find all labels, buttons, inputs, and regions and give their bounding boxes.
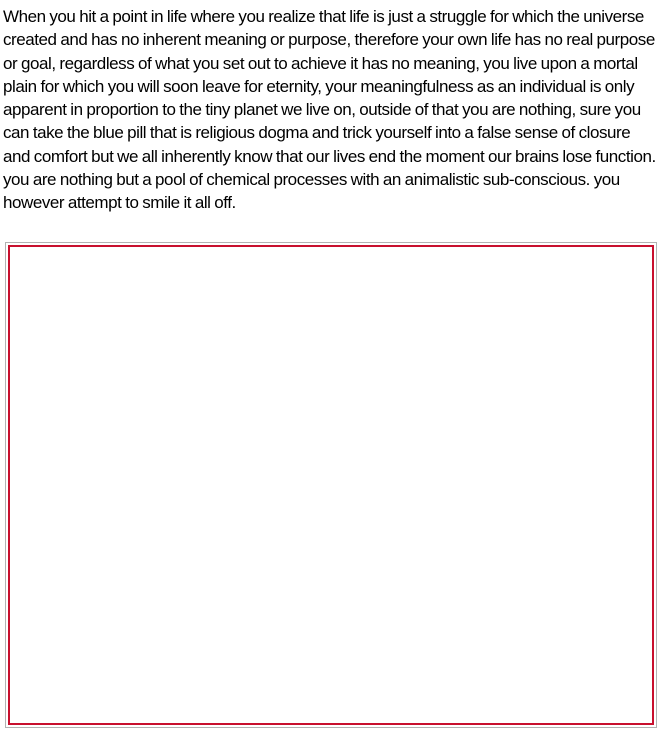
image-frame-border <box>8 245 654 725</box>
caption-text: When you hit a point in life where you realize that life is just a struggle for which the universe created and has no inherent meaning or purpose, therefore your own life has no real purpose or goal, regardless of what you set out to achieve it has no meaning, you live upon a mortal plain for which you will soon leave for eternity, your meaningfulness as an individual is only apparent in proportion to the tiny planet we live on, outside of that you are nothing, sure you can take the blue pill that is religious dogma and trick yourself into a false sense of closure and comfort but we all inherently know that our lives end the moment our brains lose function. you are nothing but a pool of chemical processes with an animalistic sub-conscious. you however attempt to smile it all off. <box>3 7 656 213</box>
blank-image-area <box>10 247 652 723</box>
image-frame <box>5 242 657 728</box>
